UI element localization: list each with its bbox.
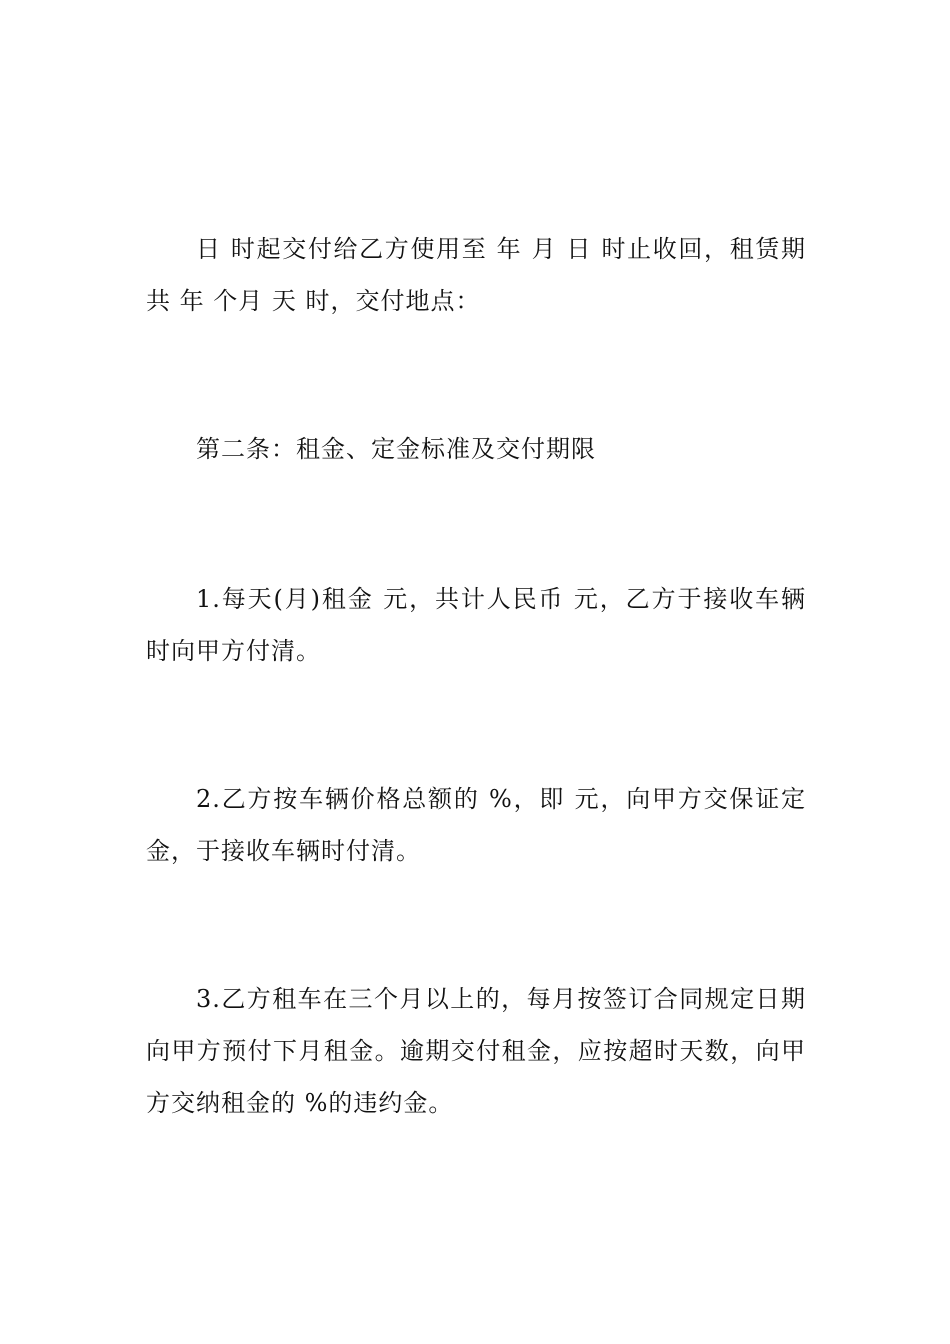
rental-period-paragraph: 日 时起交付给乙方使用至 年 月 日 时止收回，租赁期共 年 个月 天 时，交付地点： <box>146 235 806 315</box>
deposit-clause-2: 2.乙方按车辆价格总额的 %，即 元，向甲方交保证定金，于接收车辆时付清。 <box>146 785 806 865</box>
rent-clause-1: 1.每天(月)租金 元，共计人民币 元，乙方于接收车辆时向甲方付清。 <box>146 585 806 665</box>
prepayment-clause-3: 3.乙方租车在三个月以上的，每月按签订合同规定日期向甲方预付下月租金。逾期交付租金，应按超时天数，向甲方交纳租金的 %的违约金。 <box>146 985 806 1117</box>
article-two-heading: 第二条：租金、定金标准及交付期限 <box>196 435 596 463</box>
